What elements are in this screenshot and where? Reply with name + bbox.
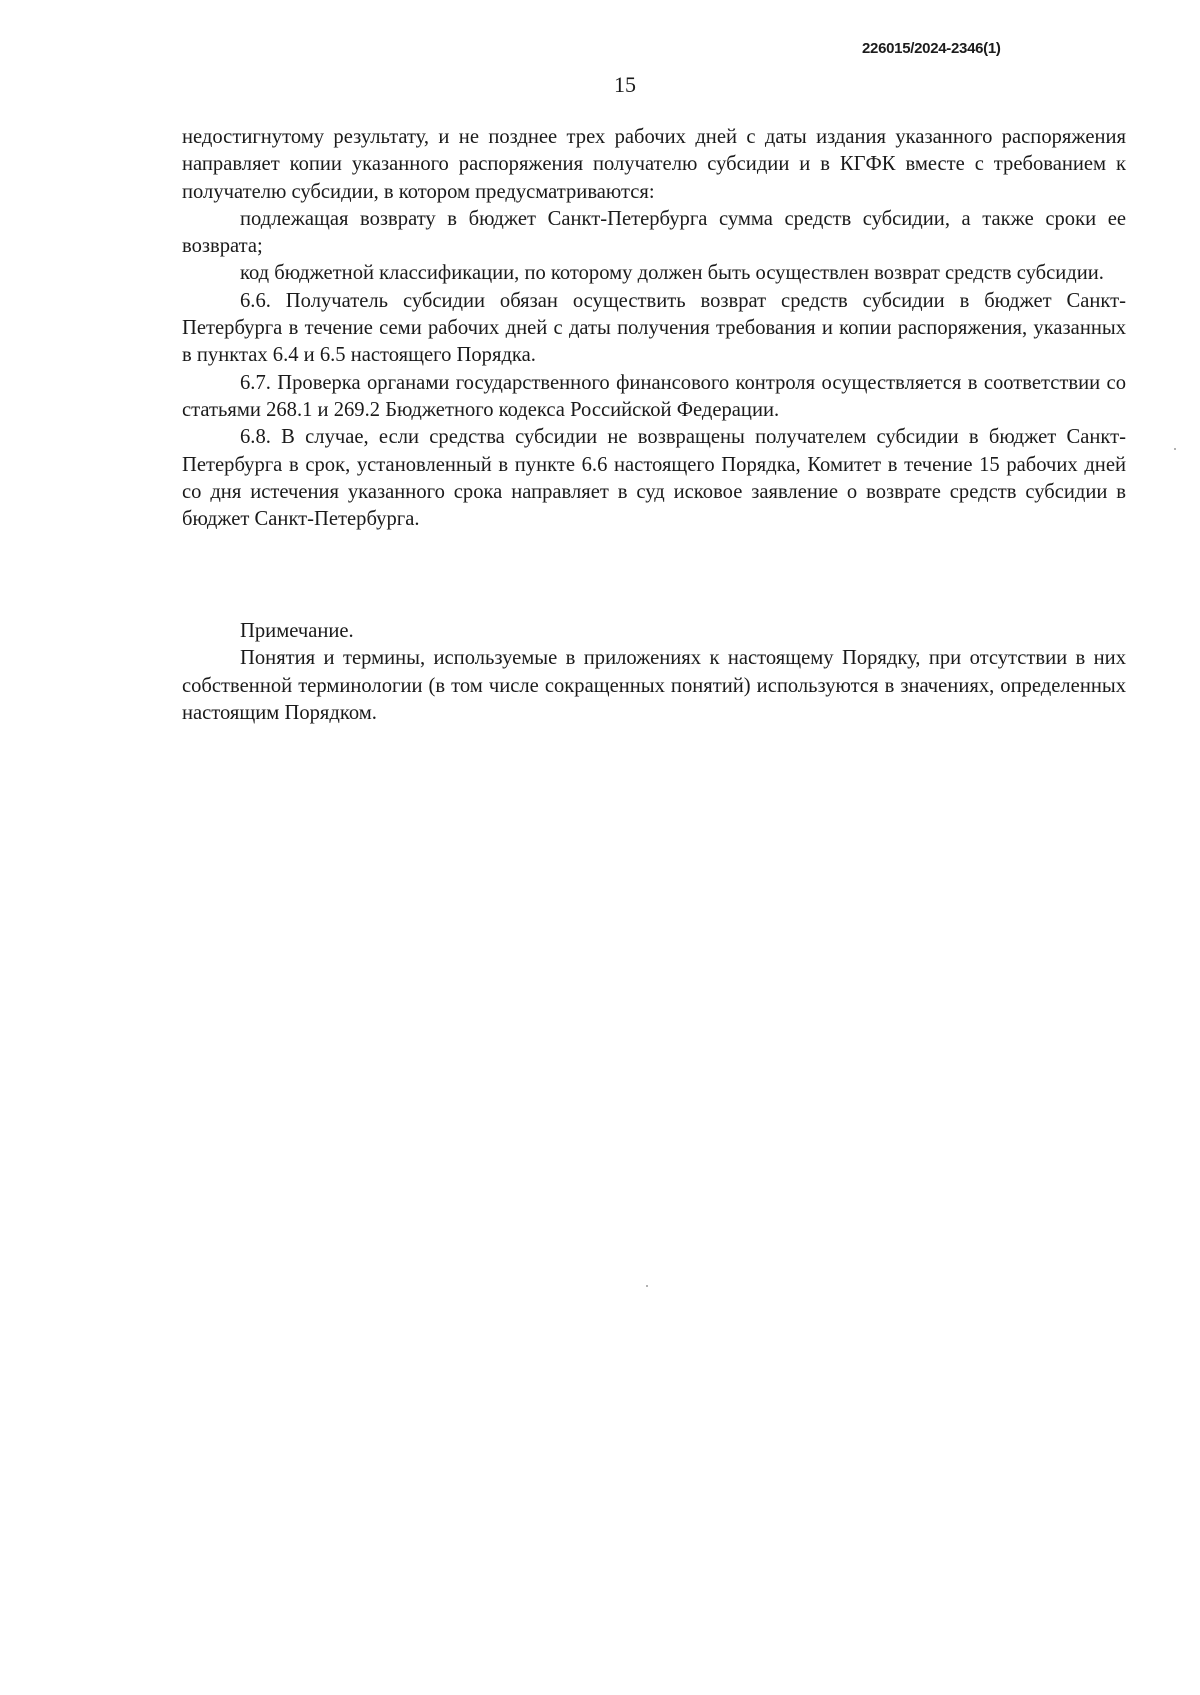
scan-artifact xyxy=(646,1285,648,1287)
note-section xyxy=(182,618,1126,727)
note-text: Понятия и термины, используемые в приложениях к настоящему Порядку, при отсутствии в них собственной терминологии (в том числе сокращенных понятий) используются в значениях, определенных настоящим Порядком. xyxy=(182,647,1126,724)
paragraph-continuation: недостигнутому результату, и не позднее трех рабочих дней с даты издания указанного распоряжения направляет копии указанного распоряжения получателю субсидии и в КГФК вместе с требованием к получателю субсидии, в котором предусматриваются: xyxy=(182,126,1126,203)
paragraph-budget-code: код бюджетной классификации, по которому должен быть осуществлен возврат средств субсидии. xyxy=(240,262,1104,285)
paragraph-6-6: 6.6. Получатель субсидии обязан осуществить возврат средств субсидии в бюджет Санкт-Петербурга в течение семи рабочих дней с даты получения требования и копии распоряжения, указанных в пунктах 6.4 и 6.5 настоящего Порядка. xyxy=(182,289,1126,367)
document-id: 226015/2024-2346(1) xyxy=(862,40,1001,57)
paragraph-6-8: 6.8. В случае, если средства субсидии не возвращены получателем субсидии в бюджет Санкт-Петербурга в срок, установленный в пункте 6.6 настоящего Порядка, Комитет в течение 15 рабочих дней со дня истечения указанного срока направляет в суд исковое заявление о возврате средств субсидии в бюджет Санкт-Петербурга. xyxy=(182,426,1126,531)
scan-artifact xyxy=(1174,448,1176,450)
page-number: 15 xyxy=(614,72,636,97)
document-body xyxy=(182,124,1126,533)
paragraph-6-7: 6.7. Проверка органами государственного финансового контроля осуществляется в соответствии со статьями 268.1 и 269.2 Бюджетного кодекса Российской Федерации. xyxy=(182,371,1126,421)
note-heading: Примечание. xyxy=(240,620,354,642)
paragraph-return-amount: подлежащая возврату в бюджет Санкт-Петербурга сумма средств субсидии, а также сроки ее возврата; xyxy=(182,207,1126,258)
